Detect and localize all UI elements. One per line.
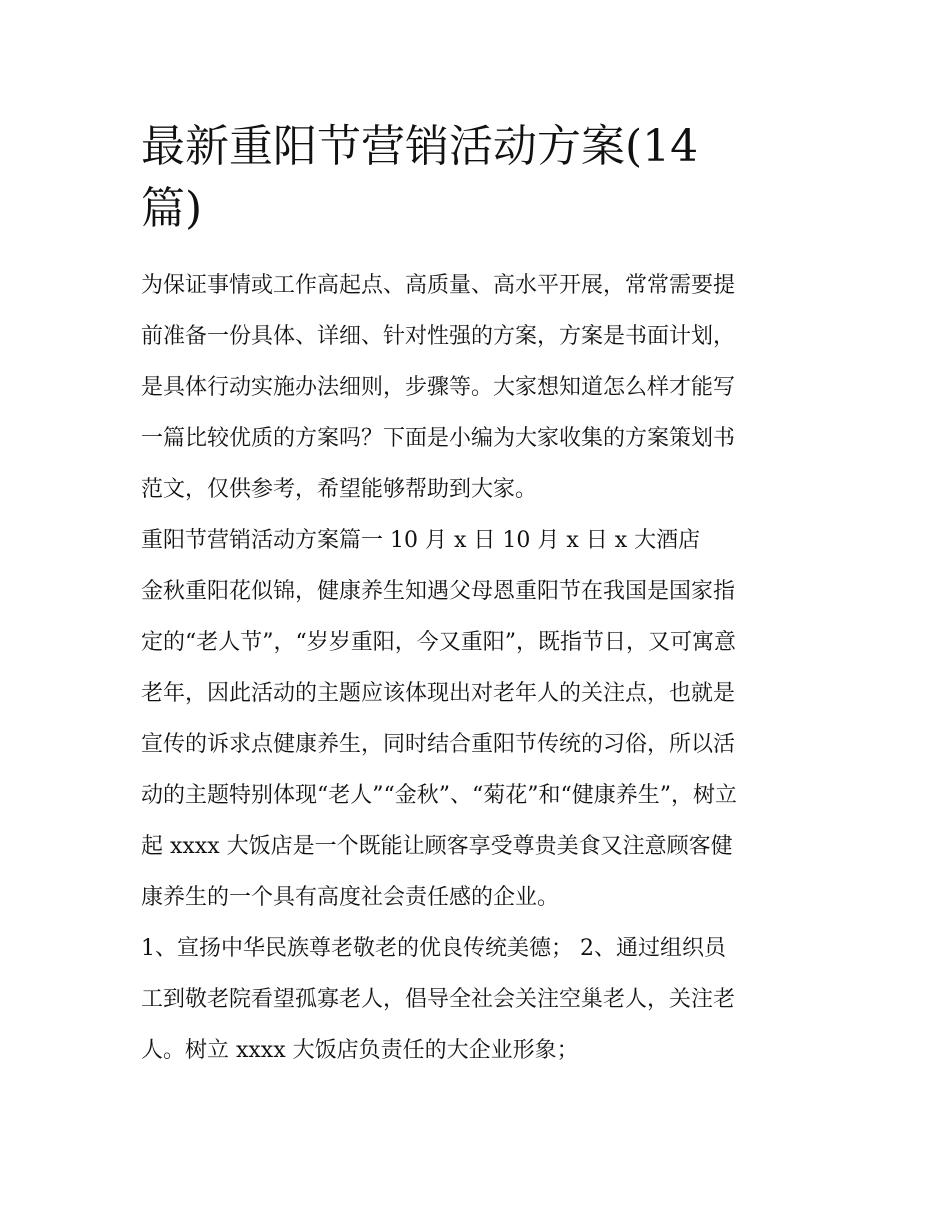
objectives-paragraph — [141, 923, 811, 1076]
text-line: 工到敬老院看望孤寡老人，倡导全社会关注空巢老人，关注老 — [141, 987, 736, 1012]
text-line: 1、宣扬中华民族尊老敬老的优良传统美德； 2、通过组织员 — [141, 936, 726, 961]
document-content — [141, 116, 811, 1076]
text-line: 老年，因此活动的主题应该体现出对老年人的关注点，也就是 — [141, 681, 736, 706]
text-line: 宣传的诉求点健康养生，同时结合重阳节传统的习俗，所以活 — [141, 732, 736, 757]
text-line: 动的主题特别体现“老人”“金秋”、“菊花”和“健康养生”，树立 — [141, 783, 737, 808]
text-line: 人。树立 xxxx 大饭店负责任的大企业形象； — [141, 1038, 579, 1063]
text-line: 起 xxxx 大饭店是一个既能让顾客享受尊贵美食又注意顾客健 — [141, 834, 733, 859]
text-line: 康养生的一个具有高度社会责任感的企业。 — [141, 885, 560, 910]
page-title-line: 最新重阳节营销活动方案(14 — [141, 121, 699, 172]
page-title — [141, 116, 811, 240]
text-line: 金秋重阳花似锦，健康养生知遇父母恩重阳节在我国是国家指 — [141, 579, 736, 604]
intro-paragraph — [141, 260, 811, 515]
theme-paragraph — [141, 566, 811, 923]
text-line: 重阳节营销活动方案篇一 10 月 x 日 10 月 x 日 x 大酒店 — [141, 528, 701, 553]
text-line: 是具体行动实施办法细则，步骤等。大家想知道怎么样才能写 — [141, 375, 736, 400]
text-line: 前准备一份具体、详细、针对性强的方案，方案是书面计划， — [141, 324, 736, 349]
page-title-line: 篇) — [141, 183, 203, 234]
text-line: 为保证事情或工作高起点、高质量、高水平开展，常常需要提 — [141, 273, 736, 298]
section-heading-paragraph — [141, 515, 811, 566]
text-line: 范文，仅供参考，希望能够帮助到大家。 — [141, 477, 538, 502]
text-line: 一篇比较优质的方案吗？下面是小编为大家收集的方案策划书 — [141, 426, 736, 451]
text-line: 定的“老人节”，“岁岁重阳，今又重阳”，既指节日，又可寓意 — [141, 630, 736, 655]
